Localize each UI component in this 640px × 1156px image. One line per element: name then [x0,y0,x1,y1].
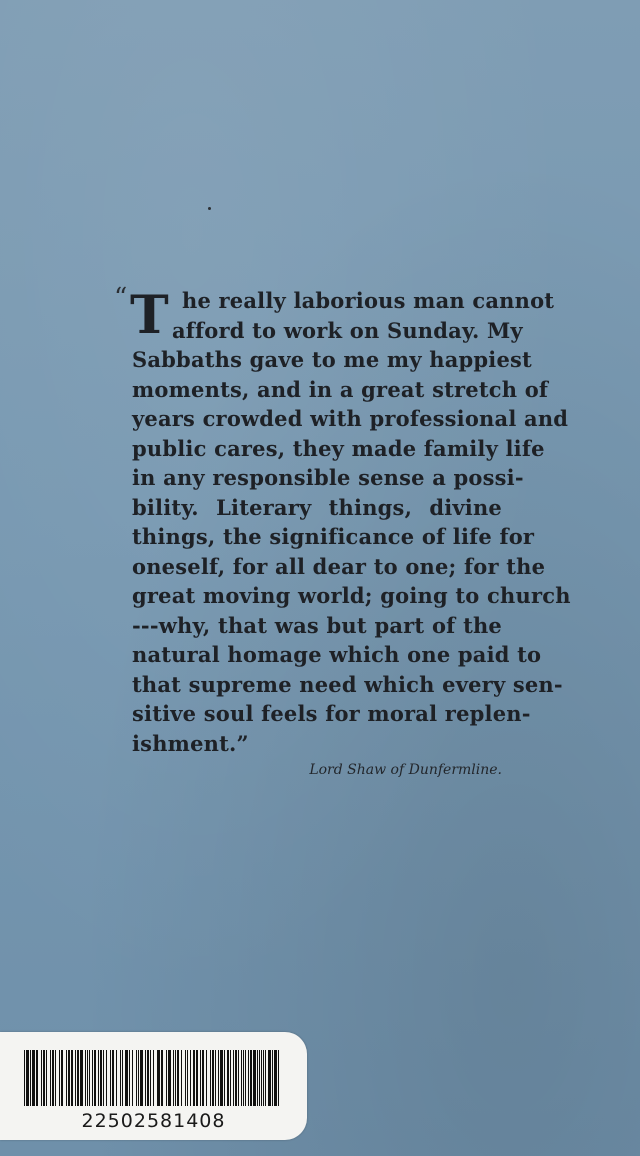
quote-line-10: oneself, for all dear to one; for the [132,553,546,579]
opening-quote-mark: “ [114,283,128,313]
quote-line-text: he really laborious man cannot [182,288,555,313]
quote-line-8: bility. Literary things, divine [132,494,502,520]
drop-cap-letter: T [130,285,169,346]
quote-line-16: ishment.” [132,730,249,756]
quotation-block [114,283,571,758]
quote-line-15: sitive soul feels for moral replen- [132,701,531,726]
paper-speck [208,207,211,210]
quote-line-5: years crowded with professional and [132,406,569,431]
quote-line-7: in any responsible sense a possi- [132,465,524,490]
quote-line-9: things, the significance of life for [132,524,535,549]
quote-line-6: public cares, they made family life [132,435,545,461]
quote-line-3: Sabbaths gave to me my happiest [132,347,532,372]
barcode-number: 22502581408 [81,1110,226,1132]
quote-line-14: that supreme need which every sen- [132,671,563,697]
quote-line-2: afford to work on Sunday. My [172,317,523,343]
quote-line-12: ---why, that was but part of the [132,612,502,638]
quote-line-4: moments, and in a great stretch of [132,376,549,402]
library-barcode-label [0,1032,307,1140]
barcode-icon [22,1050,284,1108]
quote-line-11: great moving world; going to church [132,583,571,608]
quote-line-13: natural homage which one paid to [132,642,542,667]
quote-attribution: Lord Shaw of Dunfermline. [309,762,502,778]
